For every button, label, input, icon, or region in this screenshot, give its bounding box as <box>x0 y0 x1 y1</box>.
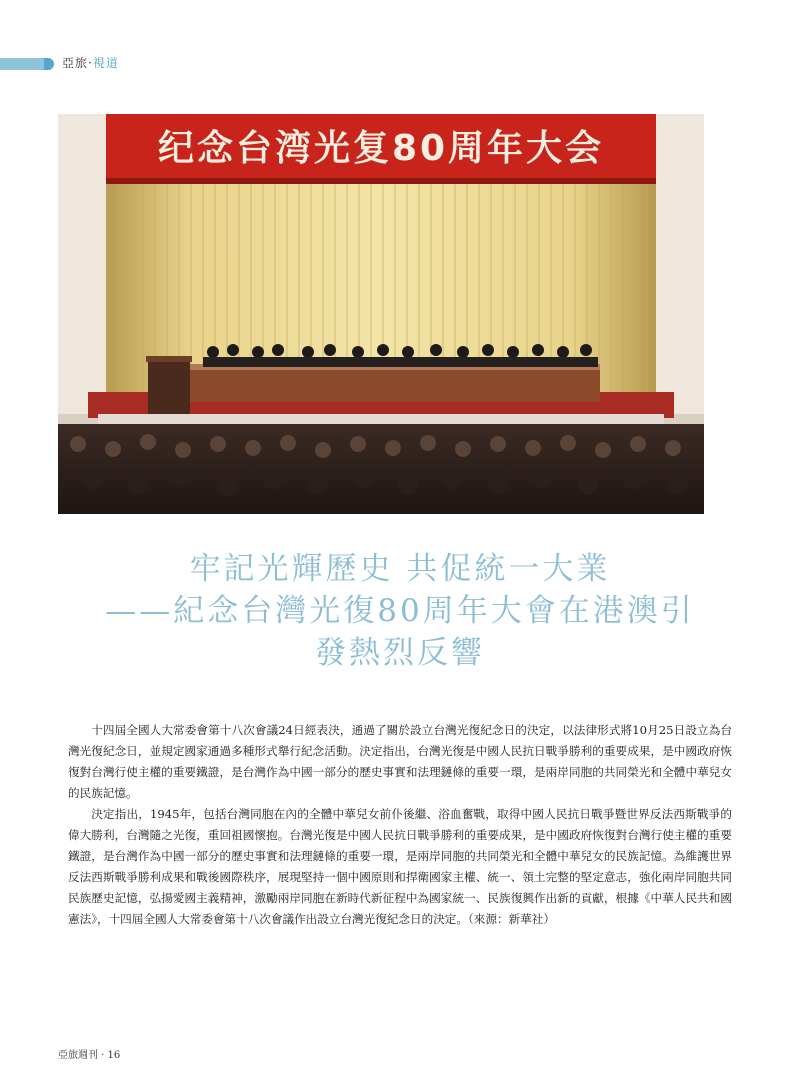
header-label <box>62 54 119 71</box>
banner-text: 纪念台湾光复80周年大会 <box>157 128 605 169</box>
body-paragraph-2: 決定指出，1945年，包括台灣同胞在內的全體中華兒女前仆後繼、浴血奮戰，取得中國人民抗日戰爭暨世界反法西斯戰爭的偉大勝利，台灣隨之光復，重回祖國懷抱。台灣光復是中國人民抗日戰爭勝利的重要成果，是中國政府恢復對台灣行使主權的重要鐵證，是台灣作為中國一部分的歷史事實和法理鏈條的重要一環，是兩岸同胞的共同榮光和全體中華兒女的民族記憶。為維護世界反法西斯戰爭勝利成果和戰後國際秩序，展現堅持一個中國原則和捍衛國家主權、統一、領土完整的堅定意志，強化兩岸同胞共同民族歷史記憶，弘揚愛國主義精神，激勵兩岸同胞在新時代新征程中為國家統一、民族復興作出新的貢獻，根據《中華人民共和國憲法》，十四屆全國人大常委會第十八次會議作出設立台灣光復紀念日的決定。（來源：新華社） <box>68 807 732 926</box>
title-line-1: 牢記光輝歷史 共促統一大業 <box>189 551 611 587</box>
title-line-3: 發熱烈反響 <box>315 635 485 671</box>
header-section: 視道 <box>92 56 119 70</box>
conference-photo-illustration <box>58 114 704 514</box>
page-footer: 亞旅週刊 · 16 <box>58 1050 121 1061</box>
header-accent-bar <box>0 58 50 70</box>
title-line-2: ——紀念台灣光復80周年大會在港澳引 <box>105 593 695 629</box>
header-separator: · <box>88 56 93 70</box>
body-paragraph-1: 十四屆全國人大常委會第十八次會議24日經表決，通過了關於設立台灣光復紀念日的決定，以法律形式將10月25日設立為台灣光復紀念日，並規定國家通過多種形式舉行紀念活動。決定指出，台灣光復是中國人民抗日戰爭勝利的重要成果，是中國政府恢復對台灣行使主權的重要鐵證，是台灣作為中國一部分的歷史事實和法理鏈條的重要一環，是兩岸同胞的共同榮光和全體中華兒女的民族記憶。 <box>68 723 732 800</box>
header-publication: 亞旅 <box>62 56 89 70</box>
article-title <box>58 548 742 674</box>
article-body <box>68 720 732 930</box>
header-accent-notch <box>44 58 54 70</box>
conference-photo <box>58 114 704 514</box>
